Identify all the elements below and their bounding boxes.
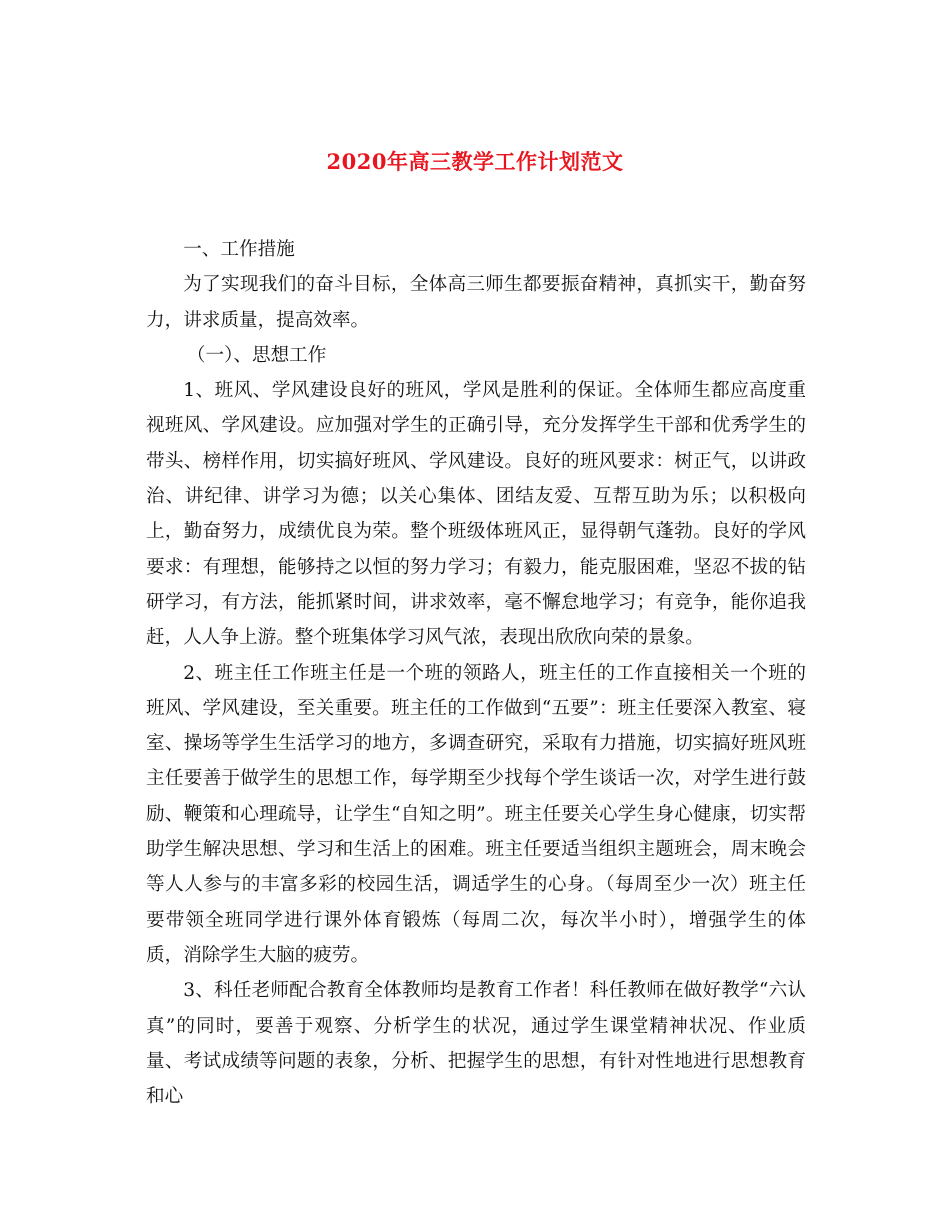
paragraph: 为了实现我们的奋斗目标，全体高三师生都要振奋精神，真抓实干，勤奋努力，讲求质量，提高效率。 xyxy=(146,274,806,331)
document-title: 2020年高三教学工作计划范文 xyxy=(326,149,624,174)
subsection-heading: （一）、思想工作 xyxy=(186,344,327,366)
paragraph: 1、班风、学风建设良好的班风，学风是胜利的保证。全体师生都应高度重视班风、学风建设。应加强对学生的正确引导，充分发挥学生干部和优秀学生的带头、榜样作用，切实搞好班风、学风建设。良好的班风要求：树正气，以讲政治、讲纪律、讲学习为德；以关心集体、团结友爱、互帮互助为乐；以积极向上，勤奋努力，成绩优良为荣。整个班级体班风正，显得朝气蓬勃。良好的学风要求：有理想，能够持之以恒的努力学习；有毅力，能克服困难，坚忍不拔的钻研学习，有方法，能抓紧时间，讲求效率，毫不懈怠地学习；有竞争，能你追我赶，人人争上游。整个班集体学习风气浓，表现出欣欣向荣的景象。 xyxy=(146,380,806,649)
paragraph: 2、班主任工作班主任是一个班的领路人，班主任的工作直接相关一个班的班风、学风建设，至关重要。班主任的工作做到“五要”：班主任要深入教室、寝室、操场等学生生活学习的地方，多调查研究，采取有力措施，切实搞好班风班主任要善于做学生的思想工作，每学期至少找每个学生谈话一次，对学生进行鼓励、鞭策和心理疏导，让学生“自知之明”。班主任要关心学生身心健康，切实帮助学生解决思想、学习和生活上的困难。班主任要适当组织主题班会，周末晚会等人人参与的丰富多彩的校园生活，调适学生的心身。（每周至少一次）班主任要带领全班同学进行课外体育锻炼（每周二次，每次半小时），增强学生的体质，消除学生大脑的疲劳。 xyxy=(146,662,806,966)
document-body xyxy=(146,232,806,1114)
paragraph: 3、科任老师配合教育全体教师均是教育工作者！科任教师在做好教学“六认真”的同时，要善于观察、分析学生的状况，通过学生课堂精神状况、作业质量、考试成绩等问题的表象，分析、把握学生的思想，有针对性地进行思想教育和心 xyxy=(146,980,806,1108)
section-heading: 一、工作措施 xyxy=(183,239,295,260)
